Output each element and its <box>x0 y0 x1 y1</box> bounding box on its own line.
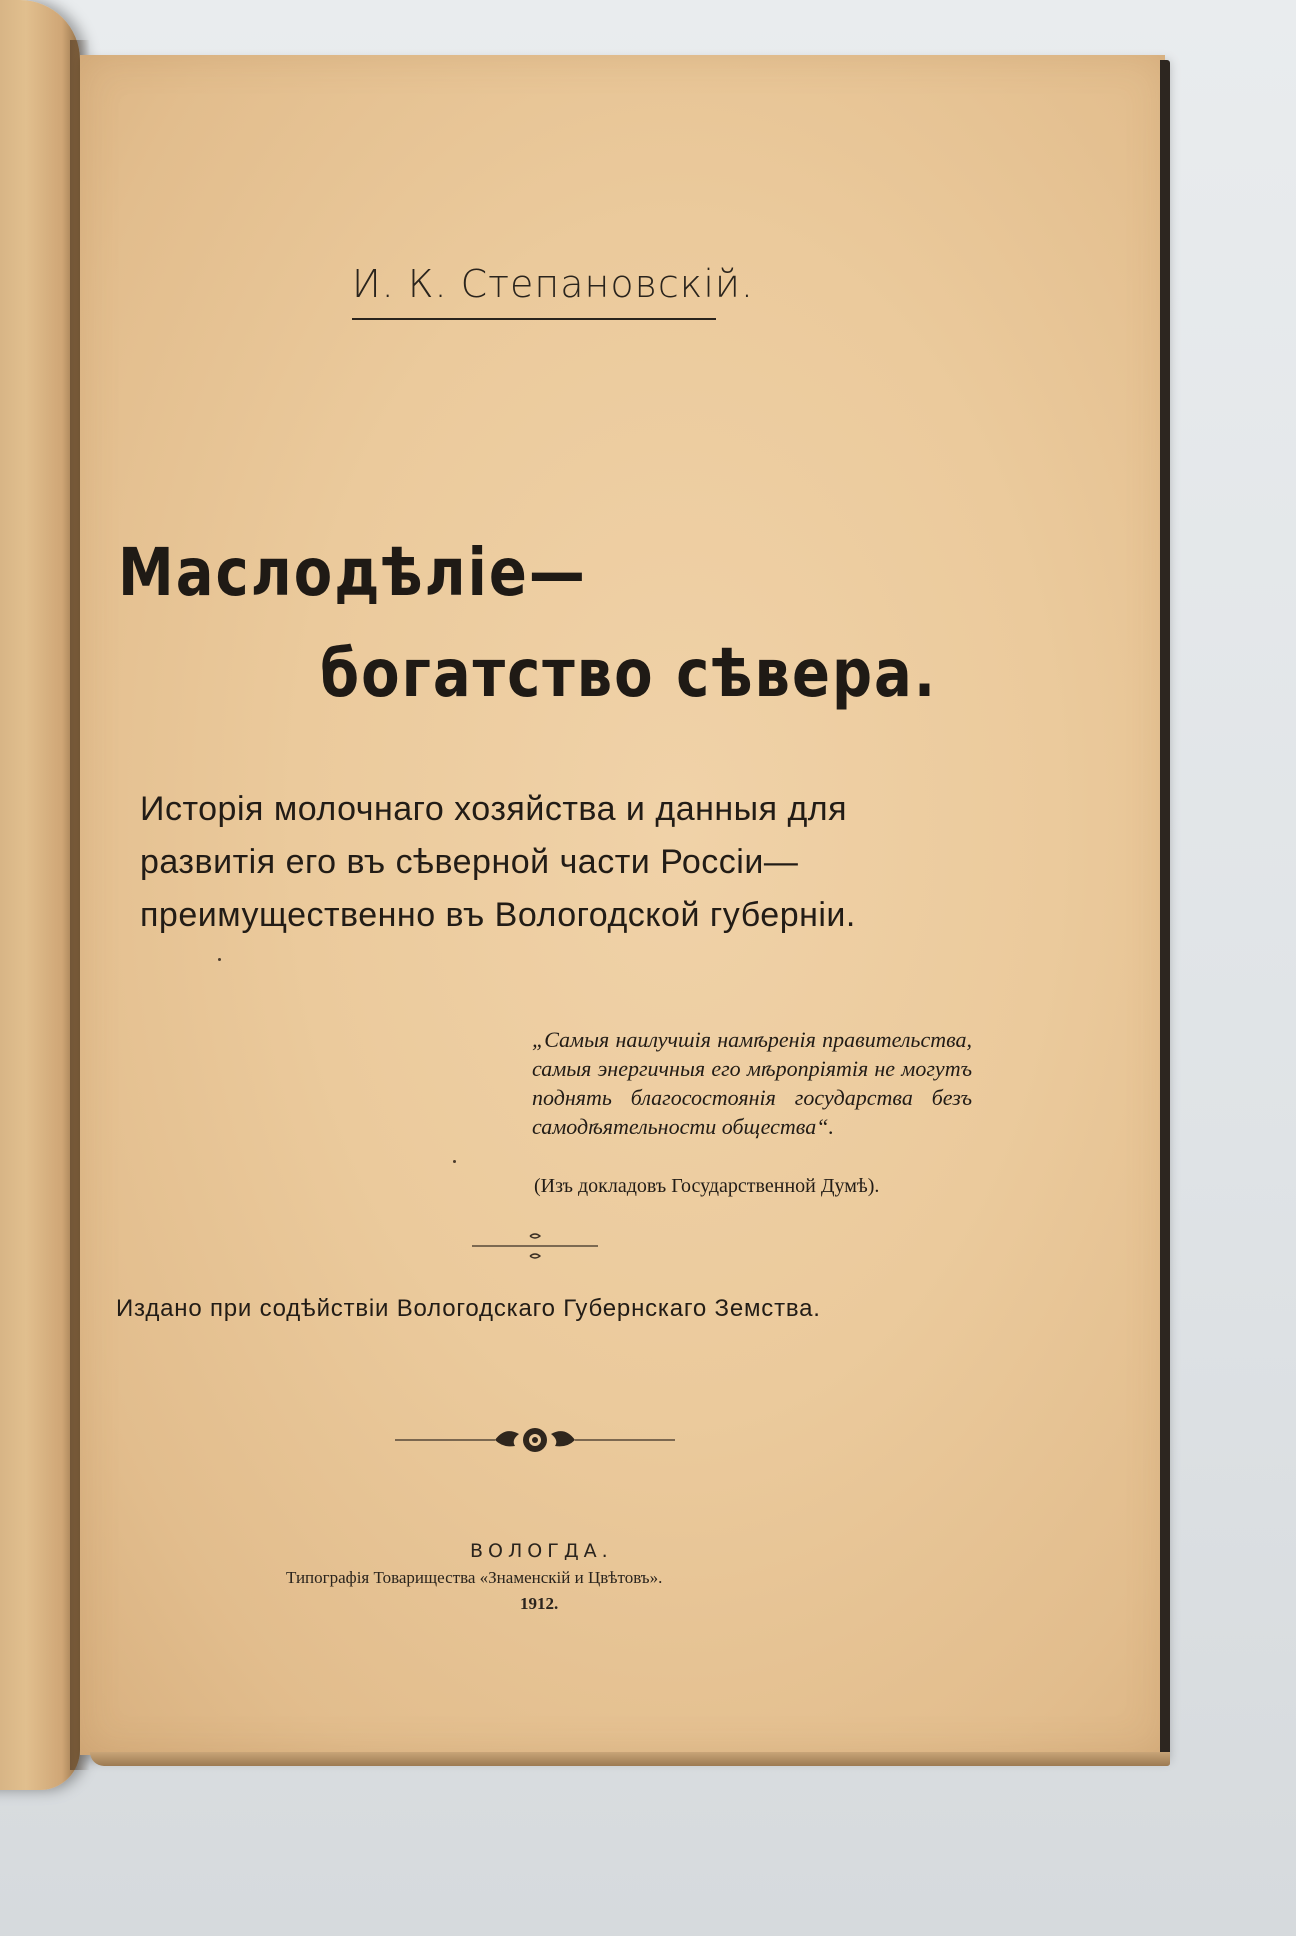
decorative-ornament-icon <box>395 1420 675 1460</box>
book-title-line-2: богатство сѣвера. <box>320 636 938 713</box>
book-cover-edge <box>1160 60 1170 1760</box>
subtitle-line-1: Исторія молочнаго хозяйства и данныя для <box>140 790 848 828</box>
paper-speck <box>218 958 221 961</box>
publication-year: 1912. <box>520 1594 559 1613</box>
author-underline <box>352 318 716 320</box>
book-title-line-1: Маслодѣліе— <box>118 535 587 612</box>
published-with-support: Издано при содѣйствіи Вологодскаго Губернскаго Земства. <box>116 1295 821 1322</box>
page-bottom-edge <box>90 1752 1170 1766</box>
small-ornament-icon <box>470 1232 600 1260</box>
epigraph: „Самыя наилучшія намѣренія правительства, самыя энергичныя его мѣропріятія не могутъ поднять благосостоянія государства безъ самодѣятельности общества“. <box>532 1027 972 1139</box>
epigraph-source: (Изъ докладовъ Государственной Думѣ). <box>534 1175 880 1197</box>
author-name: И. К. Степановскій. <box>352 262 754 306</box>
subtitle-line-3: преимущественно въ Вологодской губерніи. <box>140 896 856 934</box>
city-imprint: ВОЛОГДА. <box>470 1540 613 1562</box>
paper-speck <box>453 1160 456 1163</box>
printer-imprint: Типографія Товарищества «Знаменскій и Цвѣтовъ». <box>286 1568 663 1587</box>
left-page-edge <box>0 0 80 1790</box>
subtitle-line-2: развитія его въ сѣверной части Россіи— <box>140 843 799 881</box>
